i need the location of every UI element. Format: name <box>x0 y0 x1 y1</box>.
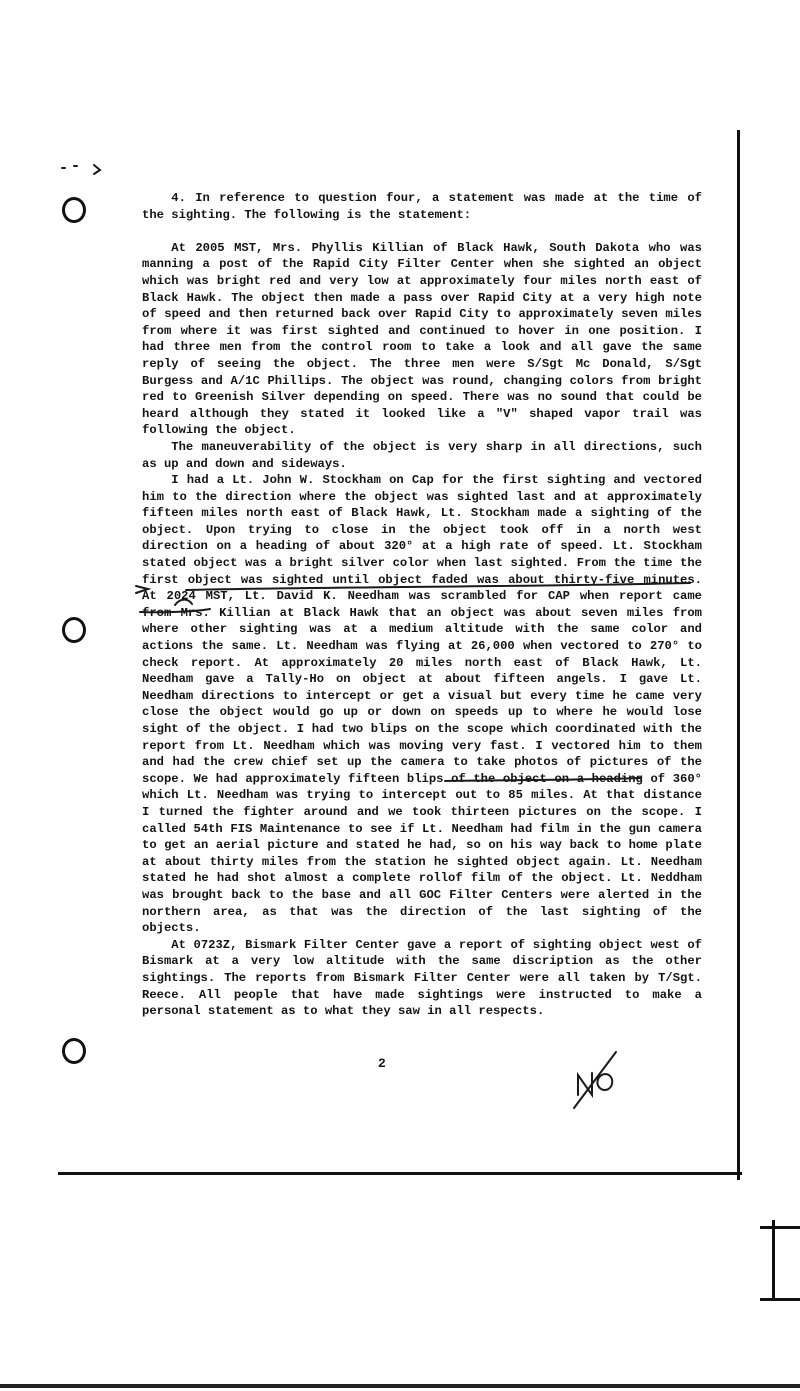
paragraph: The maneuverability of the object is very sharp in all directions, such as up and down and sideways. <box>142 439 702 471</box>
page-edge-bottom <box>58 1172 742 1175</box>
handwritten-note <box>597 1074 612 1090</box>
handwritten-note <box>578 1073 592 1095</box>
paragraph: I had a Lt. John W. Stockham on Cap for the first sighting and vectored him to the direction where the object was sighted last and at approximately fifteen miles north east of Black Hawk, Lt. Stockham made a sighting of the object. Upon trying to close in the object took off in a north west direction on a heading of about 320° at a high rate of speed. Lt. Stockham stated object was a bright silver color when last sighted. From the time the first object was sighted until object faded was about thirty-five minutes. At 2024 MST, Lt. David K. Needham was scrambled for CAP when report came from Mrs. Killian at Black Hawk that an object was about seven miles from where other sighting was at a medium altitude with the same color and actions the same. Lt. Needham was flying at 26,000 when vectored to 270° to check report. At approximately 20 miles north east of Black Hawk, Lt. Needham gave a Tally-Ho on object at about fifteen angels. I gave Lt. Needham directions to intercept or get a visual but every time he came very close the object would go up or down on speeds up to where he would lose sight of the object. I had two blips on the scope which coordinated with the report from Lt. Needham which was moving very fast. I vectored him to them and had the crew chief set up the camera to take photos of pictures of the scope. We had approximately fifteen blips of the object on a heading of 360° which Lt. Needham was trying to intercept out to 85 miles. At that distance I turned the fighter around and we took thirteen pictures on the scope. I called 54th FIS Maintenance to see if Lt. Needham had film in the gun camera to get an aerial picture and stated he had, so on his way back to home plate at about thirty miles from the station he sighted object again. Lt. Needham stated he had shot almost a complete rollof film of the object. Lt. Neddham was brought back to the base and all GOC Filter Centers were alerted in the northern area, as that was the direction of the last sighting of the objects. <box>142 473 702 936</box>
handwritten-note <box>574 1052 616 1108</box>
scan-frame-bottom <box>0 1384 800 1388</box>
page-number: 2 <box>378 1056 386 1071</box>
paragraph: 4. In reference to question four, a statement was made at the time of the sighting. The following is the statement: <box>142 191 702 222</box>
paragraph: At 0723Z, Bismark Filter Center gave a report of sighting object west of Bismark at a very low altitude with the same discription as the other sightings. The reports from Bismark Filter Center were all taken by T/Sgt. Reece. All people that have made sightings were instructed to make a personal statement as to what they saw in all respects. <box>142 937 702 1019</box>
paragraph: At 2005 MST, Mrs. Phyllis Killian of Black Hawk, South Dakota who was manning a post of the Rapid City Filter Center when she sighted an object which was bright red and very low at approximately four miles north east of Black Hawk. The object then made a pass over Rapid City at a very high note of speed and then returned back over Rapid City to approximately seven miles from where it was first sighted and continued to hover in one position. I had three men from the control room to take a look and all gave the same reply of seeing the object. The three men were S/Sgt Mc Donald, S/Sgt Burgess and A/1C Phillips. The object was round, changing colors from bright red to Greenish Silver depending on speed. There was no sound that could be heard although they stated it looked like a "V" shaped vapor trail was following the object. <box>142 240 702 438</box>
binder-hole-top <box>62 197 86 223</box>
edge-mark <box>760 1298 800 1301</box>
scan-speck <box>62 166 77 168</box>
binder-hole-bottom <box>62 1038 86 1064</box>
page-edge-right <box>737 130 740 1180</box>
document-body <box>142 190 702 1020</box>
edge-mark <box>760 1226 800 1229</box>
binder-hole-middle <box>62 617 86 643</box>
scan-speck <box>94 165 100 174</box>
edge-mark <box>772 1220 775 1300</box>
